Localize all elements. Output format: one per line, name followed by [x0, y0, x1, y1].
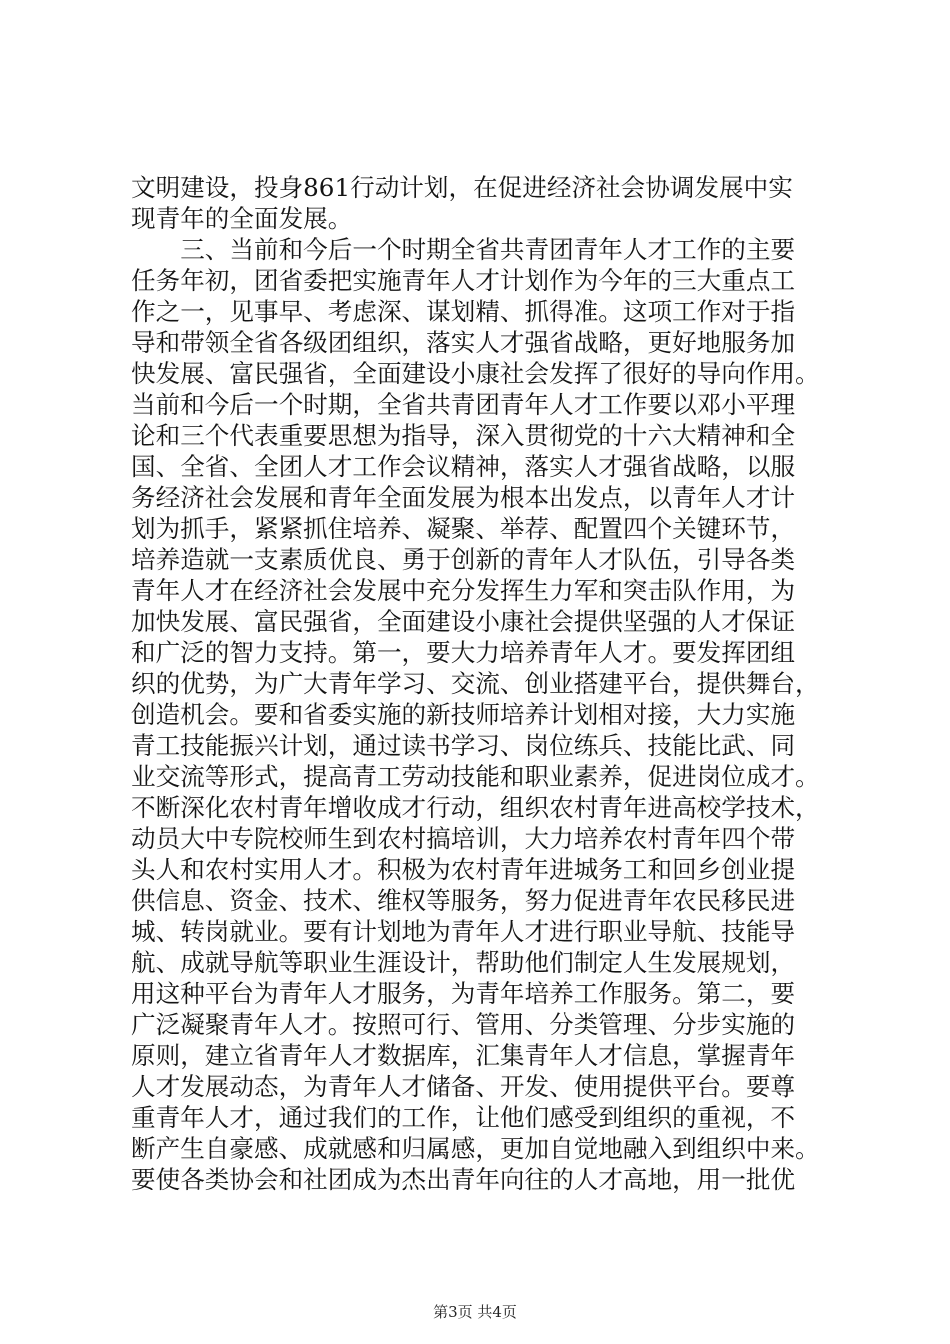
text-line: 重青年人才，通过我们的工作，让他们感受到组织的重视，不 [131, 1103, 796, 1132]
text-line: 织的优势，为广大青年学习、交流、创业搭建平台，提供舞台， [131, 669, 820, 698]
text-line: 广泛凝聚青年人才。按照可行、管用、分类管理、分步实施的 [131, 1010, 796, 1039]
text-line: 业交流等形式，提高青工劳动技能和职业素养，促进岗位成才。 [131, 762, 820, 791]
text-line: 创造机会。要和省委实施的新技师培养计划相对接，大力实施 [131, 700, 796, 729]
text-line: 务经济社会发展和青年全面发展为根本出发点，以青年人才计 [131, 483, 796, 512]
text-line: 作之一，见事早、考虑深、谋划精、抓得准。这项工作对于指 [131, 297, 796, 326]
text-line: 国、全省、全团人才工作会议精神，落实人才强省战略，以服 [131, 452, 796, 481]
text-line: 文明建设，投身861行动计划，在促进经济社会协调发展中实 [131, 173, 793, 202]
text-line: 现青年的全面发展。 [131, 204, 353, 233]
text-line: 青年人才在经济社会发展中充分发挥生力军和突击队作用，为 [131, 576, 796, 605]
text-line: 划为抓手，紧紧抓住培养、凝聚、举荐、配置四个关键环节， [131, 514, 796, 543]
page-footer: 第3页 共4页 [433, 1303, 517, 1321]
body-text [131, 172, 825, 1195]
text-line: 断产生自豪感、成就感和归属感，更加自觉地融入到组织中来。 [131, 1134, 820, 1163]
text-line: 三、当前和今后一个时期全省共青团青年人才工作的主要 [131, 235, 796, 264]
text-line: 不断深化农村青年增收成才行动，组织农村青年进高校学技术， [131, 793, 820, 822]
text-line: 青工技能振兴计划，通过读书学习、岗位练兵、技能比武、同 [131, 731, 796, 760]
text-line: 论和三个代表重要思想为指导，深入贯彻党的十六大精神和全 [131, 421, 796, 450]
text-line: 人才发展动态，为青年人才储备、开发、使用提供平台。要尊 [131, 1072, 796, 1101]
text-line: 用这种平台为青年人才服务，为青年培养工作服务。第二，要 [131, 979, 796, 1008]
text-line: 要使各类协会和社团成为杰出青年向往的人才高地，用一批优 [131, 1165, 796, 1194]
text-line: 导和带领全省各级团组织，落实人才强省战略，更好地服务加 [131, 328, 796, 357]
text-line: 任务年初，团省委把实施青年人才计划作为今年的三大重点工 [131, 266, 796, 295]
text-line: 城、转岗就业。要有计划地为青年人才进行职业导航、技能导 [131, 917, 796, 946]
text-line: 加快发展、富民强省，全面建设小康社会提供坚强的人才保证 [131, 607, 796, 636]
text-line: 供信息、资金、技术、维权等服务，努力促进青年农民移民进 [131, 886, 796, 915]
text-line: 快发展、富民强省，全面建设小康社会发挥了很好的导向作用。 [131, 359, 820, 388]
text-line: 原则，建立省青年人才数据库，汇集青年人才信息，掌握青年 [131, 1041, 796, 1070]
text-line: 航、成就导航等职业生涯设计，帮助他们制定人生发展规划， [131, 948, 796, 977]
text-line: 培养造就一支素质优良、勇于创新的青年人才队伍，引导各类 [131, 545, 796, 574]
text-line: 动员大中专院校师生到农村搞培训，大力培养农村青年四个带 [131, 824, 796, 853]
text-line: 当前和今后一个时期，全省共青团青年人才工作要以邓小平理 [131, 390, 796, 419]
text-line: 头人和农村实用人才。积极为农村青年进城务工和回乡创业提 [131, 855, 796, 884]
text-line: 和广泛的智力支持。第一，要大力培养青年人才。要发挥团组 [131, 638, 796, 667]
